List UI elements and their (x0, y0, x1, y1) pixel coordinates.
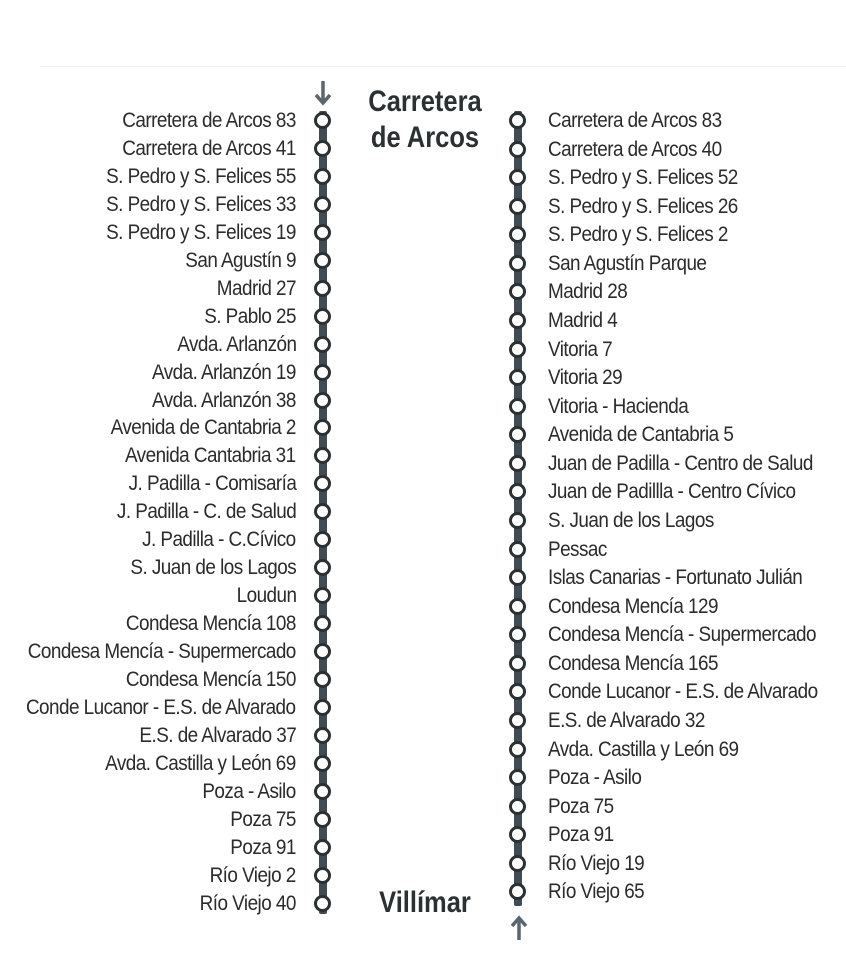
stop-marker (509, 769, 526, 786)
left-stop-label: J. Padilla - C.Cívico (142, 528, 296, 552)
right-stop-label: Condesa Mencía 165 (548, 651, 718, 675)
right-stop-label: Condesa Mencía 129 (548, 594, 718, 618)
terminal-top-line1: Carretera (368, 85, 482, 118)
right-stop-label: Vitoria - Hacienda (548, 394, 689, 418)
stop-marker (509, 598, 526, 615)
terminal-top-line2: de Arcos (370, 121, 480, 154)
left-stop-label: J. Padilla - C. de Salud (116, 500, 296, 524)
stop-marker (509, 426, 526, 443)
stop-marker (509, 683, 526, 700)
left-stop-label: Avda. Arlanzón 38 (152, 388, 296, 412)
left-stop-label: Madrid 27 (216, 276, 296, 300)
stop-marker (509, 541, 526, 558)
right-stop-label: S. Juan de los Lagos (548, 508, 714, 532)
right-stop-label: Islas Canarias - Fortunato Julián (548, 566, 803, 590)
stop-marker (509, 255, 526, 272)
stop-marker (509, 883, 526, 900)
left-stop-label: Loudun (236, 584, 296, 608)
right-stop-label: S. Pedro y S. Felices 2 (548, 223, 728, 247)
right-stop-label: Carretera de Arcos 40 (548, 137, 722, 161)
stop-marker (509, 569, 526, 586)
right-stop-label: Madrid 4 (548, 308, 618, 332)
left-stop-label: S. Pedro y S. Felices 33 (106, 192, 296, 216)
right-stop-label: Avda. Castilla y León 69 (548, 737, 739, 761)
stop-marker (509, 112, 526, 129)
left-stop-label: Río Viejo 2 (209, 863, 296, 887)
left-stop-label: Avenida de Cantabria 2 (110, 416, 296, 440)
stop-marker (509, 741, 526, 758)
right-stop-label: Juan de Padillla - Centro Cívico (548, 480, 796, 504)
left-stop-label: Carretera de Arcos 41 (122, 136, 296, 160)
terminal-bottom: Villímar (379, 886, 471, 919)
left-stop-label: E.S. de Alvarado 37 (139, 723, 296, 747)
left-stop-label: Carretera de Arcos 83 (122, 109, 296, 132)
right-stop-label: E.S. de Alvarado 32 (548, 708, 705, 732)
left-stop-label: S. Juan de los Lagos (130, 556, 296, 580)
left-stop-label: S. Pablo 25 (204, 304, 296, 328)
left-stop-label: Condesa Mencía - Supermercado (28, 640, 296, 664)
right-stop-label: Río Viejo 65 (548, 880, 645, 904)
right-stop-label: San Agustín Parque (548, 251, 707, 275)
left-stop-label: Condesa Mencía 150 (126, 668, 296, 691)
left-stop-label: J. Padilla - Comisaría (128, 472, 296, 496)
stop-marker (509, 169, 526, 186)
left-stop-label: Avda. Castilla y León 69 (105, 751, 296, 775)
stop-marker (509, 283, 526, 300)
right-stop-label: Poza 75 (548, 794, 614, 818)
right-stop-label: Juan de Padilla - Centro de Salud (548, 451, 813, 475)
stop-marker (509, 798, 526, 815)
left-stop-label: Río Viejo 40 (199, 891, 296, 915)
stop-marker (509, 341, 526, 358)
left-stop-label: San Agustín 9 (185, 248, 296, 272)
stop-marker (509, 655, 526, 672)
stop-marker (509, 141, 526, 158)
right-stop-label: Poza 91 (548, 823, 614, 847)
right-stop-label: Carretera de Arcos 83 (548, 109, 722, 132)
right-stop-label: Avenida de Cantabria 5 (548, 423, 734, 447)
left-stop-label: Poza 91 (230, 835, 296, 859)
left-stop-label: S. Pedro y S. Felices 19 (106, 220, 296, 244)
right-stop-label: S. Pedro y S. Felices 52 (548, 166, 738, 190)
left-stop-label: S. Pedro y S. Felices 55 (106, 164, 296, 188)
right-stop-label: S. Pedro y S. Felices 26 (548, 194, 738, 218)
stop-marker (509, 198, 526, 215)
stop-marker (509, 512, 526, 529)
stop-marker (509, 483, 526, 500)
right-stop-label: Poza - Asilo (548, 766, 642, 790)
left-stop-label: Conde Lucanor - E.S. de Alvarado (26, 695, 296, 719)
left-stop-label: Condesa Mencía 108 (126, 612, 296, 636)
left-stop-label: Avda. Arlanzón (176, 332, 296, 356)
stop-marker (509, 312, 526, 329)
stop-marker (509, 626, 526, 643)
stop-marker (509, 455, 526, 472)
right-stop-label: Vitoria 7 (548, 337, 613, 361)
stop-marker (509, 855, 526, 872)
right-stop-label: Condesa Mencía - Supermercado (548, 623, 816, 647)
right-stop-label: Pessac (548, 537, 607, 561)
stop-marker (509, 369, 526, 386)
stop-marker (509, 826, 526, 843)
left-stop-label: Poza - Asilo (202, 779, 296, 803)
stop-marker (509, 712, 526, 729)
left-stop-label: Avda. Arlanzón 19 (152, 360, 296, 384)
right-stop-label: Río Viejo 19 (548, 851, 645, 875)
left-stop-label: Poza 75 (230, 807, 296, 831)
stop-marker (509, 226, 526, 243)
stop-marker (509, 398, 526, 415)
right-stop-label: Vitoria 29 (548, 366, 623, 390)
left-stop-label: Avenida Cantabria 31 (125, 444, 296, 468)
right-stop-label: Madrid 28 (548, 280, 628, 304)
right-stop-label: Conde Lucanor - E.S. de Alvarado (548, 680, 818, 704)
